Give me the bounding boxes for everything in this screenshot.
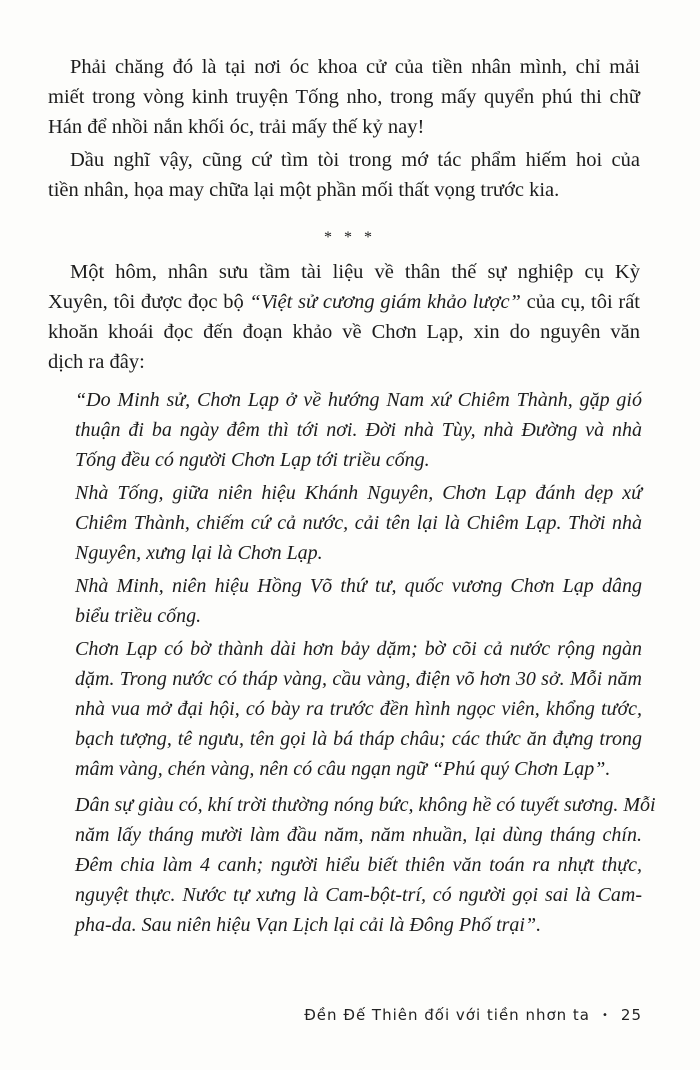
block-quote: [0, 385, 700, 940]
text-line: Một hôm, nhân sưu tầm tài liệu về thân thế sự nghiệp cụ Kỳ: [70, 261, 640, 283]
page-number: 25: [620, 1006, 642, 1024]
text-line: bạch tượng, tê ngưu, tên gọi là bá tháp châu; các thức ăn đựng trong: [75, 728, 642, 750]
text-line: Dầu nghĩ vậy, cũng cứ tìm tòi trong mớ tác phẩm hiếm hoi của: [70, 149, 640, 171]
text-line: biểu triều cống.: [75, 605, 202, 627]
text-line: miết trong vòng kinh truyện Tống nho, trong mấy quyển phú thi chữ: [48, 86, 640, 108]
book-page: [0, 52, 700, 940]
paragraph-2: [48, 145, 640, 205]
quote-paragraph: [75, 478, 642, 568]
text-line: tiền nhân, họa may chữa lại một phần mối thất vọng trước kia.: [48, 179, 560, 201]
text-line: Phải chăng đó là tại nơi óc khoa cử của tiền nhân mình, chỉ mải: [70, 56, 640, 78]
text-line: [48, 287, 640, 317]
text-line: mâm vàng, chén vàng, nên có câu ngạn ngữ “Phú quý Chơn Lạp”.: [75, 758, 611, 780]
text-line: Chơn Lạp có bờ thành dài hơn bảy dặm; bờ cõi cả nước rộng ngàn: [75, 638, 642, 660]
paragraph-intro: [48, 257, 640, 377]
text-line: năm lấy tháng mười làm đầu năm, năm nhuần, lại dùng tháng chín.: [75, 824, 642, 846]
book-title: “Việt sử cương giám khảo lược”: [249, 291, 521, 313]
text-line: pha-da. Sau niên hiệu Vạn Lịch lại cải là Đông Phố trại”.: [75, 914, 542, 936]
quote-paragraph: [75, 571, 642, 631]
section-separator: * * *: [324, 229, 376, 246]
bullet-separator: •: [602, 1010, 609, 1021]
paragraph-1: [48, 52, 640, 142]
running-title: Đền Đế Thiên đối với tiền nhơn ta: [304, 1006, 590, 1024]
quote-paragraph: [75, 790, 656, 940]
text-line: Chiêm Thành, chiếm cứ cả nước, cải tên lại là Chiêm Lạp. Thời nhà: [75, 512, 642, 534]
text: Xuyên, tôi được đọc bộ: [48, 291, 250, 313]
text-line: thuận đi ba ngày đêm thì tới nơi. Đời nhà Tùy, nhà Đường và nhà: [75, 419, 642, 441]
text-line: Nhà Minh, niên hiệu Hồng Võ thứ tư, quốc vương Chơn Lạp dâng: [75, 575, 642, 597]
text-line: Hán để nhồi nắn khối óc, trải mấy thế kỷ nay!: [48, 116, 425, 138]
page-footer: [304, 1006, 642, 1024]
text-line: Đêm chia làm 4 canh; người hiểu biết thiên văn toán ra nhựt thực,: [75, 854, 642, 876]
text: của cụ, tôi rất: [520, 291, 641, 313]
quote-paragraph: [75, 385, 642, 475]
text-line: Tống đều có người Chơn Lạp tới triều cống.: [75, 449, 430, 471]
quote-paragraph: [75, 634, 642, 784]
text-line: “Do Minh sử, Chơn Lạp ở về hướng Nam xứ Chiêm Thành, gặp gió: [75, 389, 642, 411]
text-line: nguyệt thực. Nước tự xưng là Cam-bột-trí, có người gọi sai là Cam-: [75, 884, 642, 906]
text-line: dịch ra đây:: [48, 351, 145, 373]
text-line: Dân sự giàu có, khí trời thường nóng bức, không hề có tuyết sương. Mỗi: [75, 794, 656, 816]
text-line: nhà vua mở đại hội, có bày ra trước đền hình ngọc viên, khổng tước,: [75, 698, 642, 720]
text-line: dặm. Trong nước có tháp vàng, cầu vàng, điện võ hơn 30 sở. Mỗi năm: [75, 668, 642, 690]
text-line: khoăn khoái đọc đến đoạn khảo về Chơn Lạp, xin do nguyên văn: [48, 321, 640, 343]
text-line: Nguyên, xưng lại là Chơn Lạp.: [75, 542, 323, 564]
text-line: Nhà Tống, giữa niên hiệu Khánh Nguyên, Chơn Lạp đánh dẹp xứ: [75, 482, 642, 504]
